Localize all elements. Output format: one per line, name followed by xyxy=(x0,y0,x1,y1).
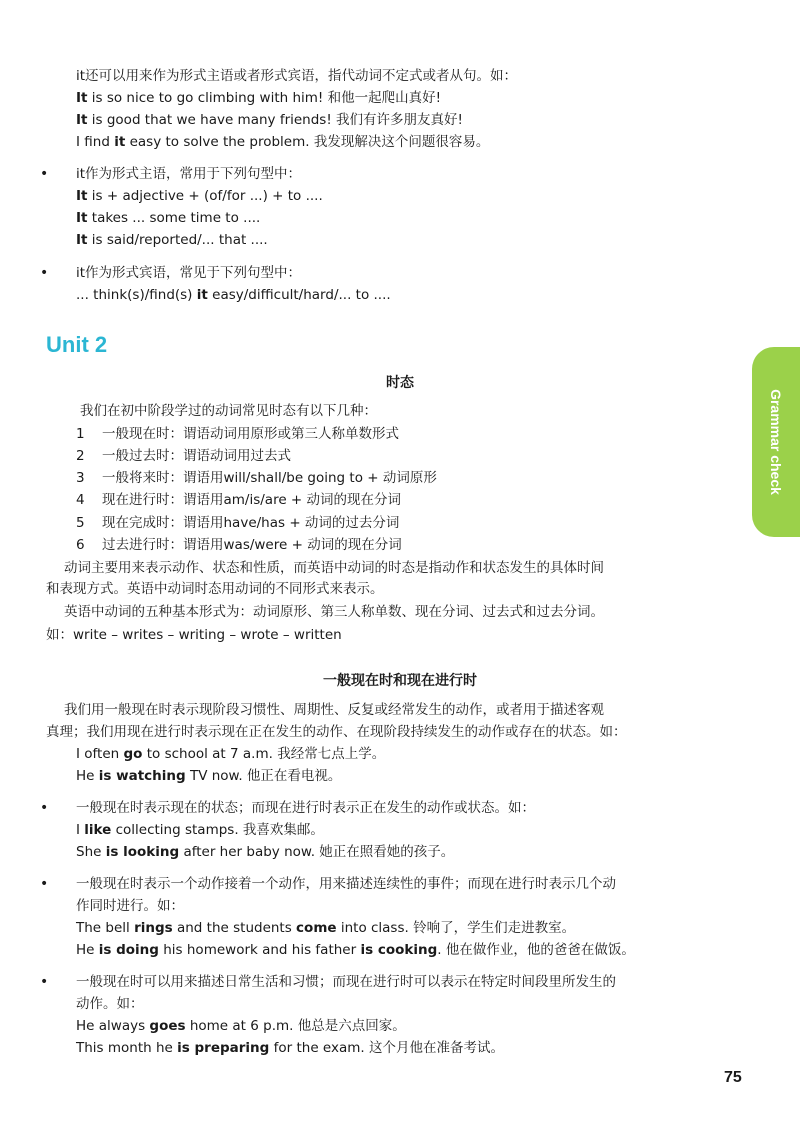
pattern-line: It is + adjective + (of/for ...) + to .... xyxy=(76,188,323,204)
tense-list-item: 6 过去进行时：谓语用was/were + 动词的现在分词 xyxy=(76,537,402,553)
paragraph-line: 真理；我们用现在进行时表示现在正在发生的动作、在现阶段持续发生的动作或存在的状态。如： xyxy=(46,724,627,740)
example-sentence: I find it easy to solve the problem. 我发现解决这个问题很容易。 xyxy=(76,134,490,150)
paragraph-line: 动词主要用来表示动作、状态和性质，而英语中动词的时态是指动作和状态发生的具体时间 xyxy=(64,560,604,576)
tense-list-item: 5 现在完成时：谓语用have/has + 动词的过去分词 xyxy=(76,515,400,531)
example-sentence: He is doing his homework and his father is cooking. 他在做作业，他的爸爸在做饭。 xyxy=(76,942,635,958)
page-number: 75 xyxy=(724,1069,742,1086)
tab-label: Grammar check xyxy=(768,389,784,495)
bullet-heading: it作为形式主语，常用于下列句型中： xyxy=(76,166,302,182)
intro-text: it还可以用来作为形式主语或者形式宾语，指代动词不定式或者从句。如： xyxy=(76,68,518,84)
pattern-line: It takes ... some time to .... xyxy=(76,210,261,226)
bullet-icon: • xyxy=(40,166,49,182)
bullet-heading: 动作。如： xyxy=(76,996,144,1012)
unit-title: Unit 2 xyxy=(46,332,108,357)
tense-list-item: 2 一般过去时：谓语动词用过去式 xyxy=(76,448,291,464)
example-sentence: He is watching TV now. 他正在看电视。 xyxy=(76,768,342,784)
tense-list-item: 3 一般将来时：谓语用will/shall/be going to + 动词原形 xyxy=(76,470,437,486)
paragraph-line: 如：write – writes – writing – wrote – written xyxy=(46,627,342,643)
section-title: 时态 xyxy=(386,375,414,391)
tense-list-item: 4 现在进行时：谓语用am/is/are + 动词的现在分词 xyxy=(76,492,402,508)
bullet-heading: 作同时进行。如： xyxy=(76,898,184,914)
paragraph-line: 英语中动词的五种基本形式为：动词原形、第三人称单数、现在分词、过去式和过去分词。 xyxy=(64,604,604,620)
bullet-heading: it作为形式宾语，常见于下列句型中： xyxy=(76,265,302,281)
bullet-heading: 一般现在时表示现在的状态；而现在进行时表示正在发生的动作或状态。如： xyxy=(76,800,535,816)
paragraph-line: 我们用一般现在时表示现阶段习惯性、周期性、反复或经常发生的动作，或者用于描述客观 xyxy=(64,702,604,718)
example-sentence: This month he is preparing for the exam. 这个月他在准备考试。 xyxy=(76,1040,504,1056)
bullet-icon: • xyxy=(40,876,49,892)
example-sentence: It is good that we have many friends! 我们有许多朋友真好! xyxy=(76,112,463,128)
example-sentence: I often go to school at 7 a.m. 我经常七点上学。 xyxy=(76,746,386,762)
example-sentence: I like collecting stamps. 我喜欢集邮。 xyxy=(76,822,324,838)
example-sentence: She is looking after her baby now. 她正在照看她的孩子。 xyxy=(76,844,455,860)
bullet-heading: 一般现在时表示一个动作接着一个动作，用来描述连续性的事件；而现在进行时表示几个动 xyxy=(76,876,616,892)
grammar-check-tab xyxy=(752,347,800,537)
bullet-icon: • xyxy=(40,265,49,281)
example-sentence: He always goes home at 6 p.m. 他总是六点回家。 xyxy=(76,1018,406,1034)
paragraph-line: 和表现方式。英语中动词时态用动词的不同形式来表示。 xyxy=(46,581,384,597)
bullet-icon: • xyxy=(40,800,49,816)
example-sentence: It is so nice to go climbing with him! 和他一起爬山真好! xyxy=(76,90,442,106)
pattern-line: It is said/reported/... that .... xyxy=(76,232,268,248)
pattern-line: ... think(s)/find(s) it easy/difficult/hard/... to .... xyxy=(76,287,391,303)
section-title: 一般现在时和现在进行时 xyxy=(323,673,477,689)
tense-list-item: 1 一般现在时：谓语动词用原形或第三人称单数形式 xyxy=(76,426,399,442)
example-sentence: The bell rings and the students come into class. 铃响了，学生们走进教室。 xyxy=(76,920,576,936)
section-intro: 我们在初中阶段学过的动词常见时态有以下几种： xyxy=(80,403,377,419)
bullet-heading: 一般现在时可以用来描述日常生活和习惯；而现在进行时可以表示在特定时间段里所发生的 xyxy=(76,974,616,990)
bullet-icon: • xyxy=(40,974,49,990)
